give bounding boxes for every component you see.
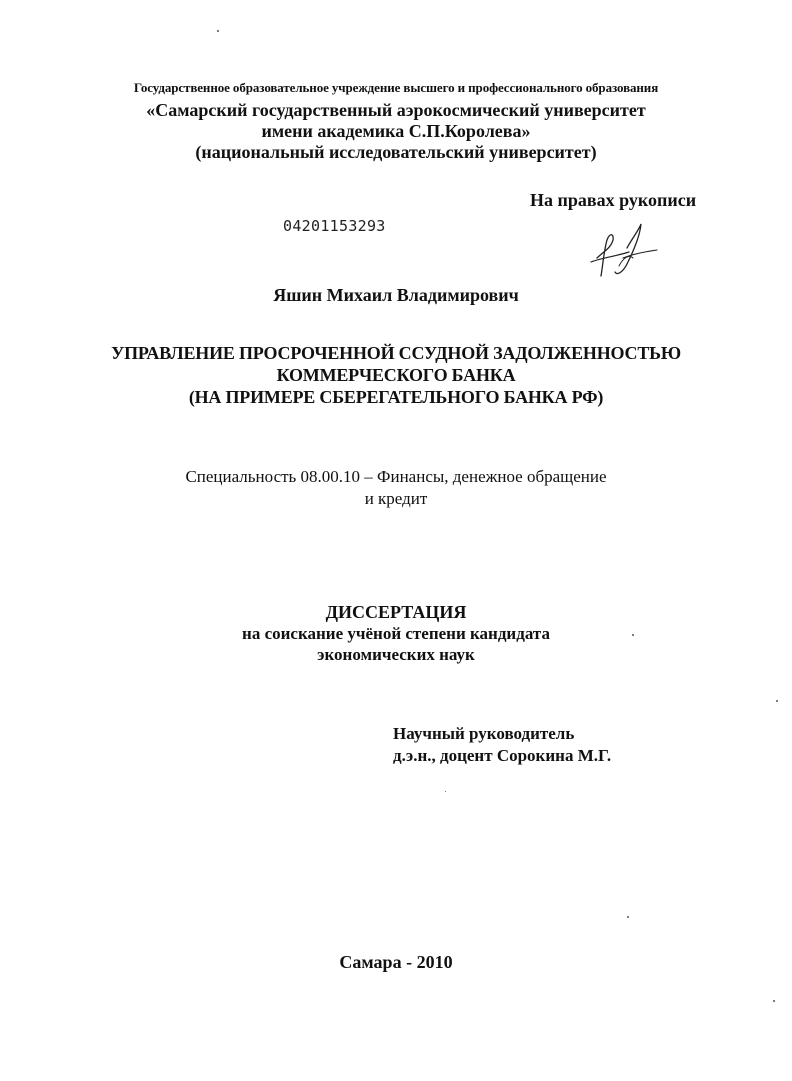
- manuscript-rights: На правах рукописи: [530, 190, 697, 210]
- advisor-label: Научный руководитель: [393, 724, 575, 743]
- inventory-number: 04201153293: [283, 217, 386, 235]
- dissertation-line-2: экономических наук: [317, 645, 475, 664]
- scan-speck: [627, 916, 629, 918]
- institution-line-3: имени академика С.П.Королева»: [261, 121, 531, 141]
- specialty-line-2: и кредит: [364, 489, 428, 508]
- scan-speck: [217, 30, 219, 32]
- title-line-3: (НА ПРИМЕРЕ СБЕРЕГАТЕЛЬНОГО БАНКА РФ): [188, 387, 604, 407]
- title-line-1: УПРАВЛЕНИЕ ПРОСРОЧЕННОЙ ССУДНОЙ ЗАДОЛЖЕННОСТЬЮ: [111, 343, 681, 363]
- dissertation-heading: ДИССЕРТАЦИЯ: [325, 602, 467, 622]
- advisor-name: д.э.н., доцент Сорокина М.Г.: [393, 746, 612, 765]
- dissertation-line-1: на соискание учёной степени кандидата: [242, 624, 550, 643]
- city-year: Самара - 2010: [339, 952, 453, 972]
- scan-speck: [632, 634, 634, 636]
- scan-speck: [445, 791, 446, 792]
- institution-line-2: «Самарский государственный аэрокосмический университет: [146, 100, 646, 120]
- specialty-line-1: Специальность 08.00.10 – Финансы, денежное обращение: [185, 467, 607, 486]
- institution-line-4: (национальный исследовательский университет): [195, 142, 597, 162]
- author-name: Яшин Михаил Владимирович: [273, 285, 519, 305]
- scan-speck: [776, 700, 778, 702]
- institution-line-1: Государственное образовательное учреждение высшего и профессионального образования: [133, 80, 659, 95]
- scan-speck: [773, 1000, 775, 1002]
- signature-icon: [583, 218, 663, 282]
- title-line-2: КОММЕРЧЕСКОГО БАНКА: [276, 365, 516, 385]
